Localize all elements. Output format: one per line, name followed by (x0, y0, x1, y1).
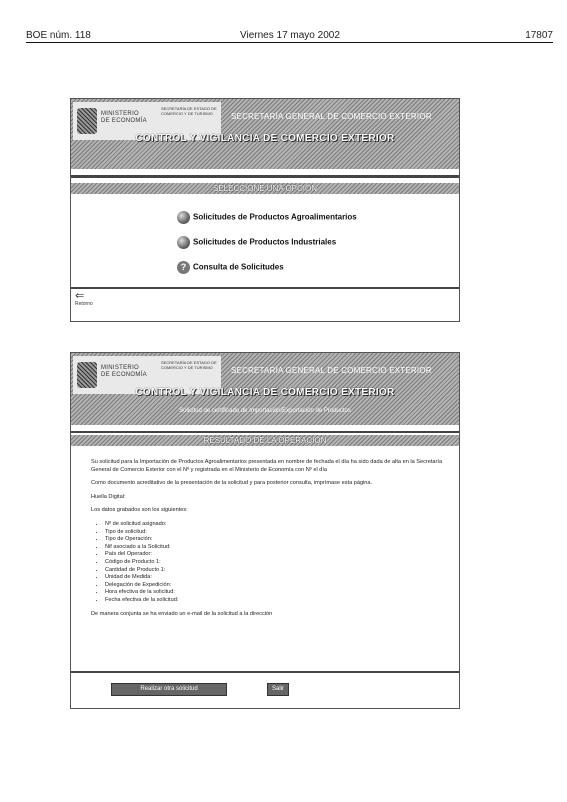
list-item: • Nif asociado a la Solicitud: (105, 544, 443, 552)
result-paragraph: Su solicitud para la Importación de Productos Agroalimentarios presentada en nombre de fechada el día ha sido dada de alta en la Secretaría General de Comercio Exterior con el Nº y registrada en el Ministerio de Economía con Nº el día (91, 459, 443, 473)
list-item: • Tipo de solicitud: (105, 529, 443, 537)
new-request-button[interactable]: Realizar otra solicitud (111, 683, 227, 696)
globe-icon (177, 236, 190, 249)
ministry-name: MINISTERIO DE ECONOMÍA (101, 365, 147, 378)
result-bar: RESULTADO DE LA OPERACIÓN (71, 435, 459, 446)
screenshot-selection (70, 98, 460, 322)
list-item: • Nº de solicitud asignado: (105, 521, 443, 529)
option-agroalimentarios[interactable] (177, 211, 357, 225)
list-item: • Cantidad de Producto 1: (105, 567, 443, 575)
result-paragraph: Los datos grabados son los siguientes: (91, 507, 188, 514)
result-paragraph: De manera conjunta se ha enviado un e-mail de la solicitud a la dirección (91, 610, 273, 617)
page-number: 17807 (525, 30, 553, 41)
result-paragraph: Como documento acreditativo de la presentación de la solicitud y para posterior consulta, imprímase esta página. (91, 480, 373, 487)
secretariat-name: SECRETARÍA DE ESTADO DE COMERCIO Y DE TURISMO (161, 360, 217, 370)
screenshot-result (70, 352, 460, 709)
ministry-name: MINISTERIO DE ECONOMÍA (101, 111, 147, 124)
result-body (91, 459, 443, 624)
banner (71, 353, 459, 425)
list-item: • País del Operador: (105, 551, 443, 559)
app-title: CONTROL Y VIGILANCIA DE COMERCIO EXTERIOR (135, 387, 395, 398)
divider (71, 671, 459, 673)
bulletin-date: Viernes 17 mayo 2002 (240, 30, 340, 41)
option-industriales[interactable] (177, 236, 336, 250)
list-item: • Unidad de Medida: (105, 574, 443, 582)
option-consulta[interactable] (177, 261, 284, 275)
secretaria-general: SECRETARÍA GENERAL DE COMERCIO EXTERIOR (231, 112, 432, 121)
divider (71, 175, 459, 178)
back-label: Retorno (75, 301, 93, 307)
option-label: Solicitudes de Productos Industriales (193, 237, 337, 247)
list-item: • Hora efectiva de la solicitud: (105, 589, 443, 597)
banner (71, 99, 459, 169)
exit-button[interactable]: Salir (267, 683, 289, 696)
list-item: • Delegación de Expedición: (105, 582, 443, 590)
secretariat-name: SECRETARÍA DE ESTADO DE COMERCIO Y DE TURISMO (161, 106, 217, 116)
bulletin-number: BOE núm. 118 (26, 30, 91, 41)
divider (71, 431, 459, 433)
list-item: • Tipo de Operación: (105, 536, 443, 544)
select-option-bar: SELECCIONE UNA OPCIÓN (71, 183, 459, 194)
fingerprint-label: Huella Digital: (91, 493, 126, 500)
app-subtitle: Solicitud de certificado de Importación/Exportación de Productos (179, 408, 351, 414)
back-arrow-icon: ⇐ (75, 290, 85, 302)
option-label: Consulta de Solicitudes (193, 262, 284, 272)
coat-of-arms-icon (77, 108, 97, 134)
secretaria-general: SECRETARÍA GENERAL DE COMERCIO EXTERIOR (231, 366, 432, 375)
globe-icon (177, 211, 190, 224)
divider (71, 287, 459, 289)
back-button[interactable] (75, 291, 93, 307)
coat-of-arms-icon (77, 362, 97, 388)
app-title: CONTROL Y VIGILANCIA DE COMERCIO EXTERIOR (135, 133, 395, 144)
page-header (26, 30, 553, 43)
question-icon: ? (177, 261, 190, 274)
data-list (91, 521, 443, 605)
option-label: Solicitudes de Productos Agroalimentarios (193, 212, 357, 222)
list-item: • Código de Producto 1: (105, 559, 443, 567)
list-item: • Fecha efectiva de la solicitud: (105, 597, 443, 605)
